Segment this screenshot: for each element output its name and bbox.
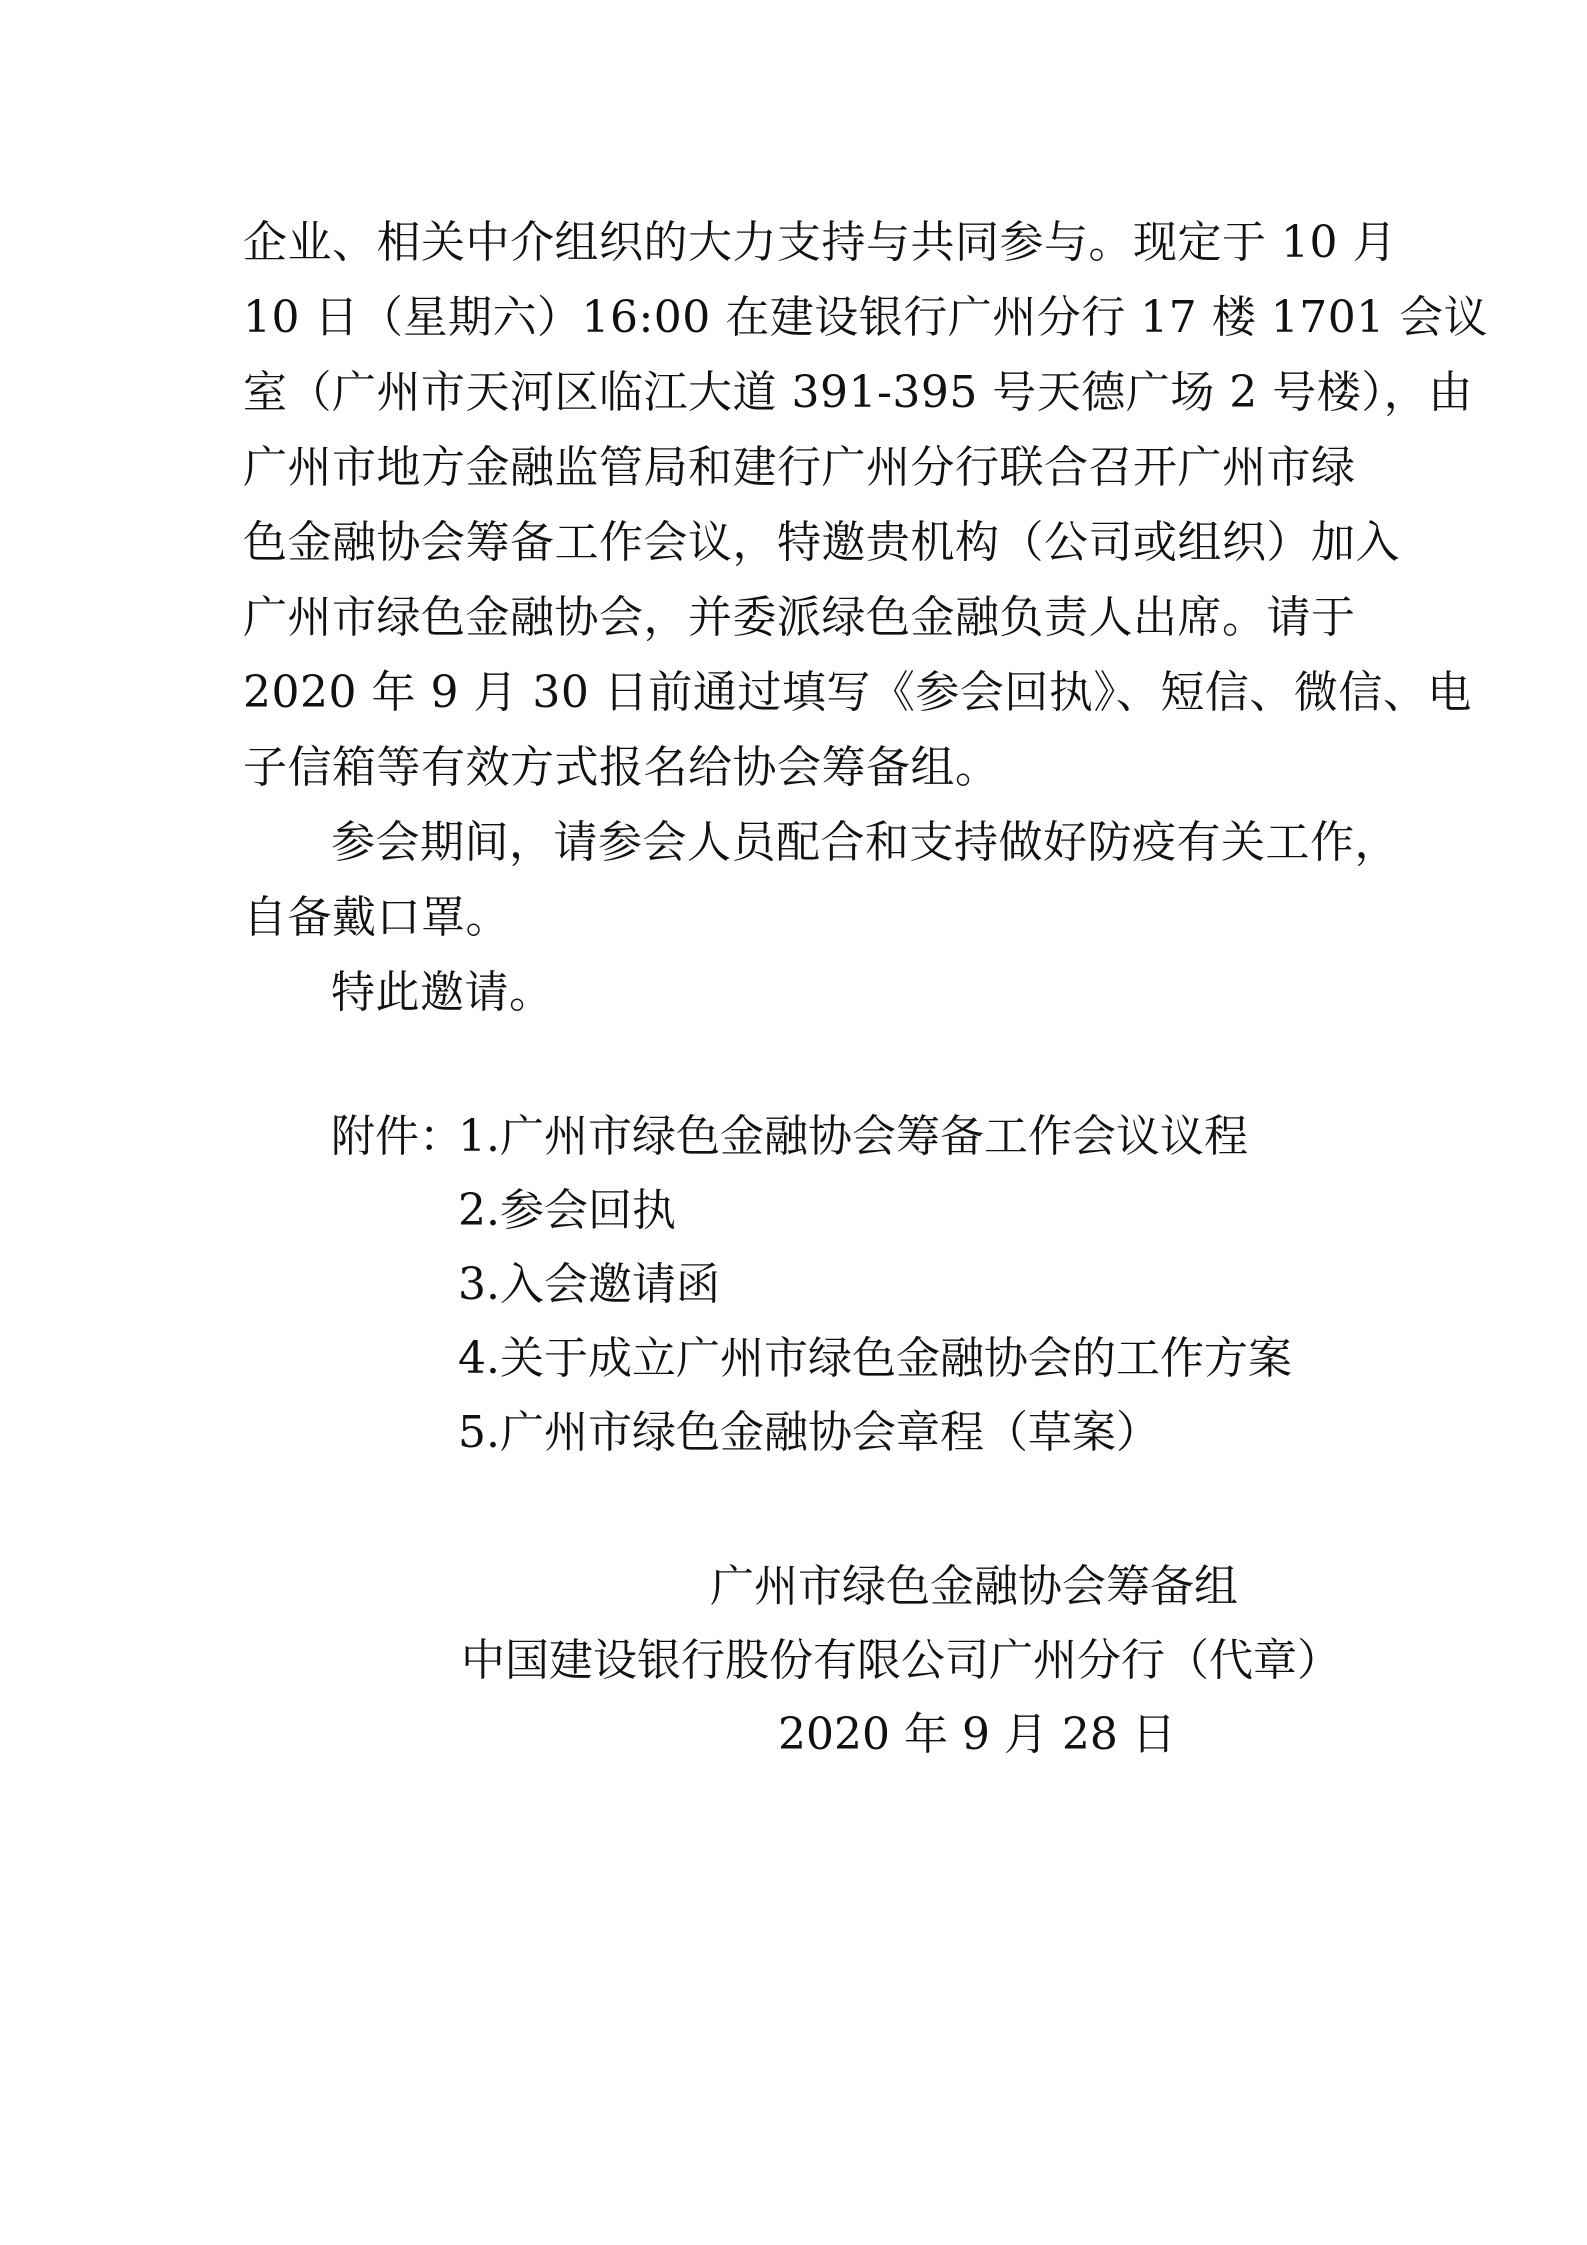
paragraph-epidemic-notice: [243, 805, 1399, 955]
text-line: 子信箱等有效方式报名给协会筹备组。: [243, 742, 1000, 793]
attachment-item: 1.广州市绿色金融协会筹备工作会议议程: [458, 1111, 1248, 1162]
attachment-item: 2.参会回执: [458, 1185, 676, 1236]
attachments-label: 附件：: [331, 1111, 463, 1162]
body-text: [243, 205, 1489, 1030]
text-line: 2020 年 9 月 30 日前通过填写《参会回执》、短信、微信、电: [243, 667, 1472, 718]
signature-org-bank: 中国建设银行股份有限公司广州分行（代章）: [461, 1635, 1341, 1686]
attachments-label-spacer: [331, 1248, 458, 1322]
paragraph-meeting-notice: [243, 205, 1489, 805]
attachment-item: 5.广州市绿色金融协会章程（草案）: [458, 1407, 1160, 1458]
signature-date: 2020 年 9 月 28 日: [778, 1709, 1176, 1760]
text-line: 色金融协会筹备工作会议，特邀贵机构（公司或组织）加入: [243, 517, 1400, 568]
text-line: 室（广州市天河区临江大道 391-395 号天德广场 2 号楼），由: [243, 367, 1473, 418]
attachments-label-spacer: [331, 1174, 458, 1248]
attachment-item: 4.关于成立广州市绿色金融协会的工作方案: [458, 1333, 1292, 1384]
closing-text: 特此邀请。: [331, 967, 554, 1018]
attachment-item: 3.入会邀请函: [458, 1259, 720, 1310]
text-line: 参会期间，请参会人员配合和支持做好防疫有关工作，: [331, 817, 1399, 868]
text-line: 自备戴口罩。: [243, 892, 510, 943]
attachment-row: [331, 1396, 1292, 1470]
attachments-list: [331, 1100, 1292, 1470]
attachment-row: [331, 1248, 1292, 1322]
attachment-row: [331, 1322, 1292, 1396]
text-line: 广州市绿色金融协会，并委派绿色金融负责人出席。请于: [243, 592, 1356, 643]
attachment-row: [331, 1100, 1292, 1174]
paragraph-closing: [243, 955, 1353, 1030]
text-line: 企业、相关中介组织的大力支持与共同参与。现定于 10 月: [243, 217, 1397, 268]
attachment-row: [331, 1174, 1292, 1248]
attachments-label-spacer: [331, 1396, 458, 1470]
text-line: 10 日（星期六）16:00 在建设银行广州分行 17 楼 1701 会议: [243, 292, 1489, 343]
text-line: 广州市地方金融监管局和建行广州分行联合召开广州市绿: [243, 442, 1356, 493]
attachments-label-spacer: [331, 1322, 458, 1396]
signature-org-preparatory-group: 广州市绿色金融协会筹备组: [710, 1561, 1238, 1612]
